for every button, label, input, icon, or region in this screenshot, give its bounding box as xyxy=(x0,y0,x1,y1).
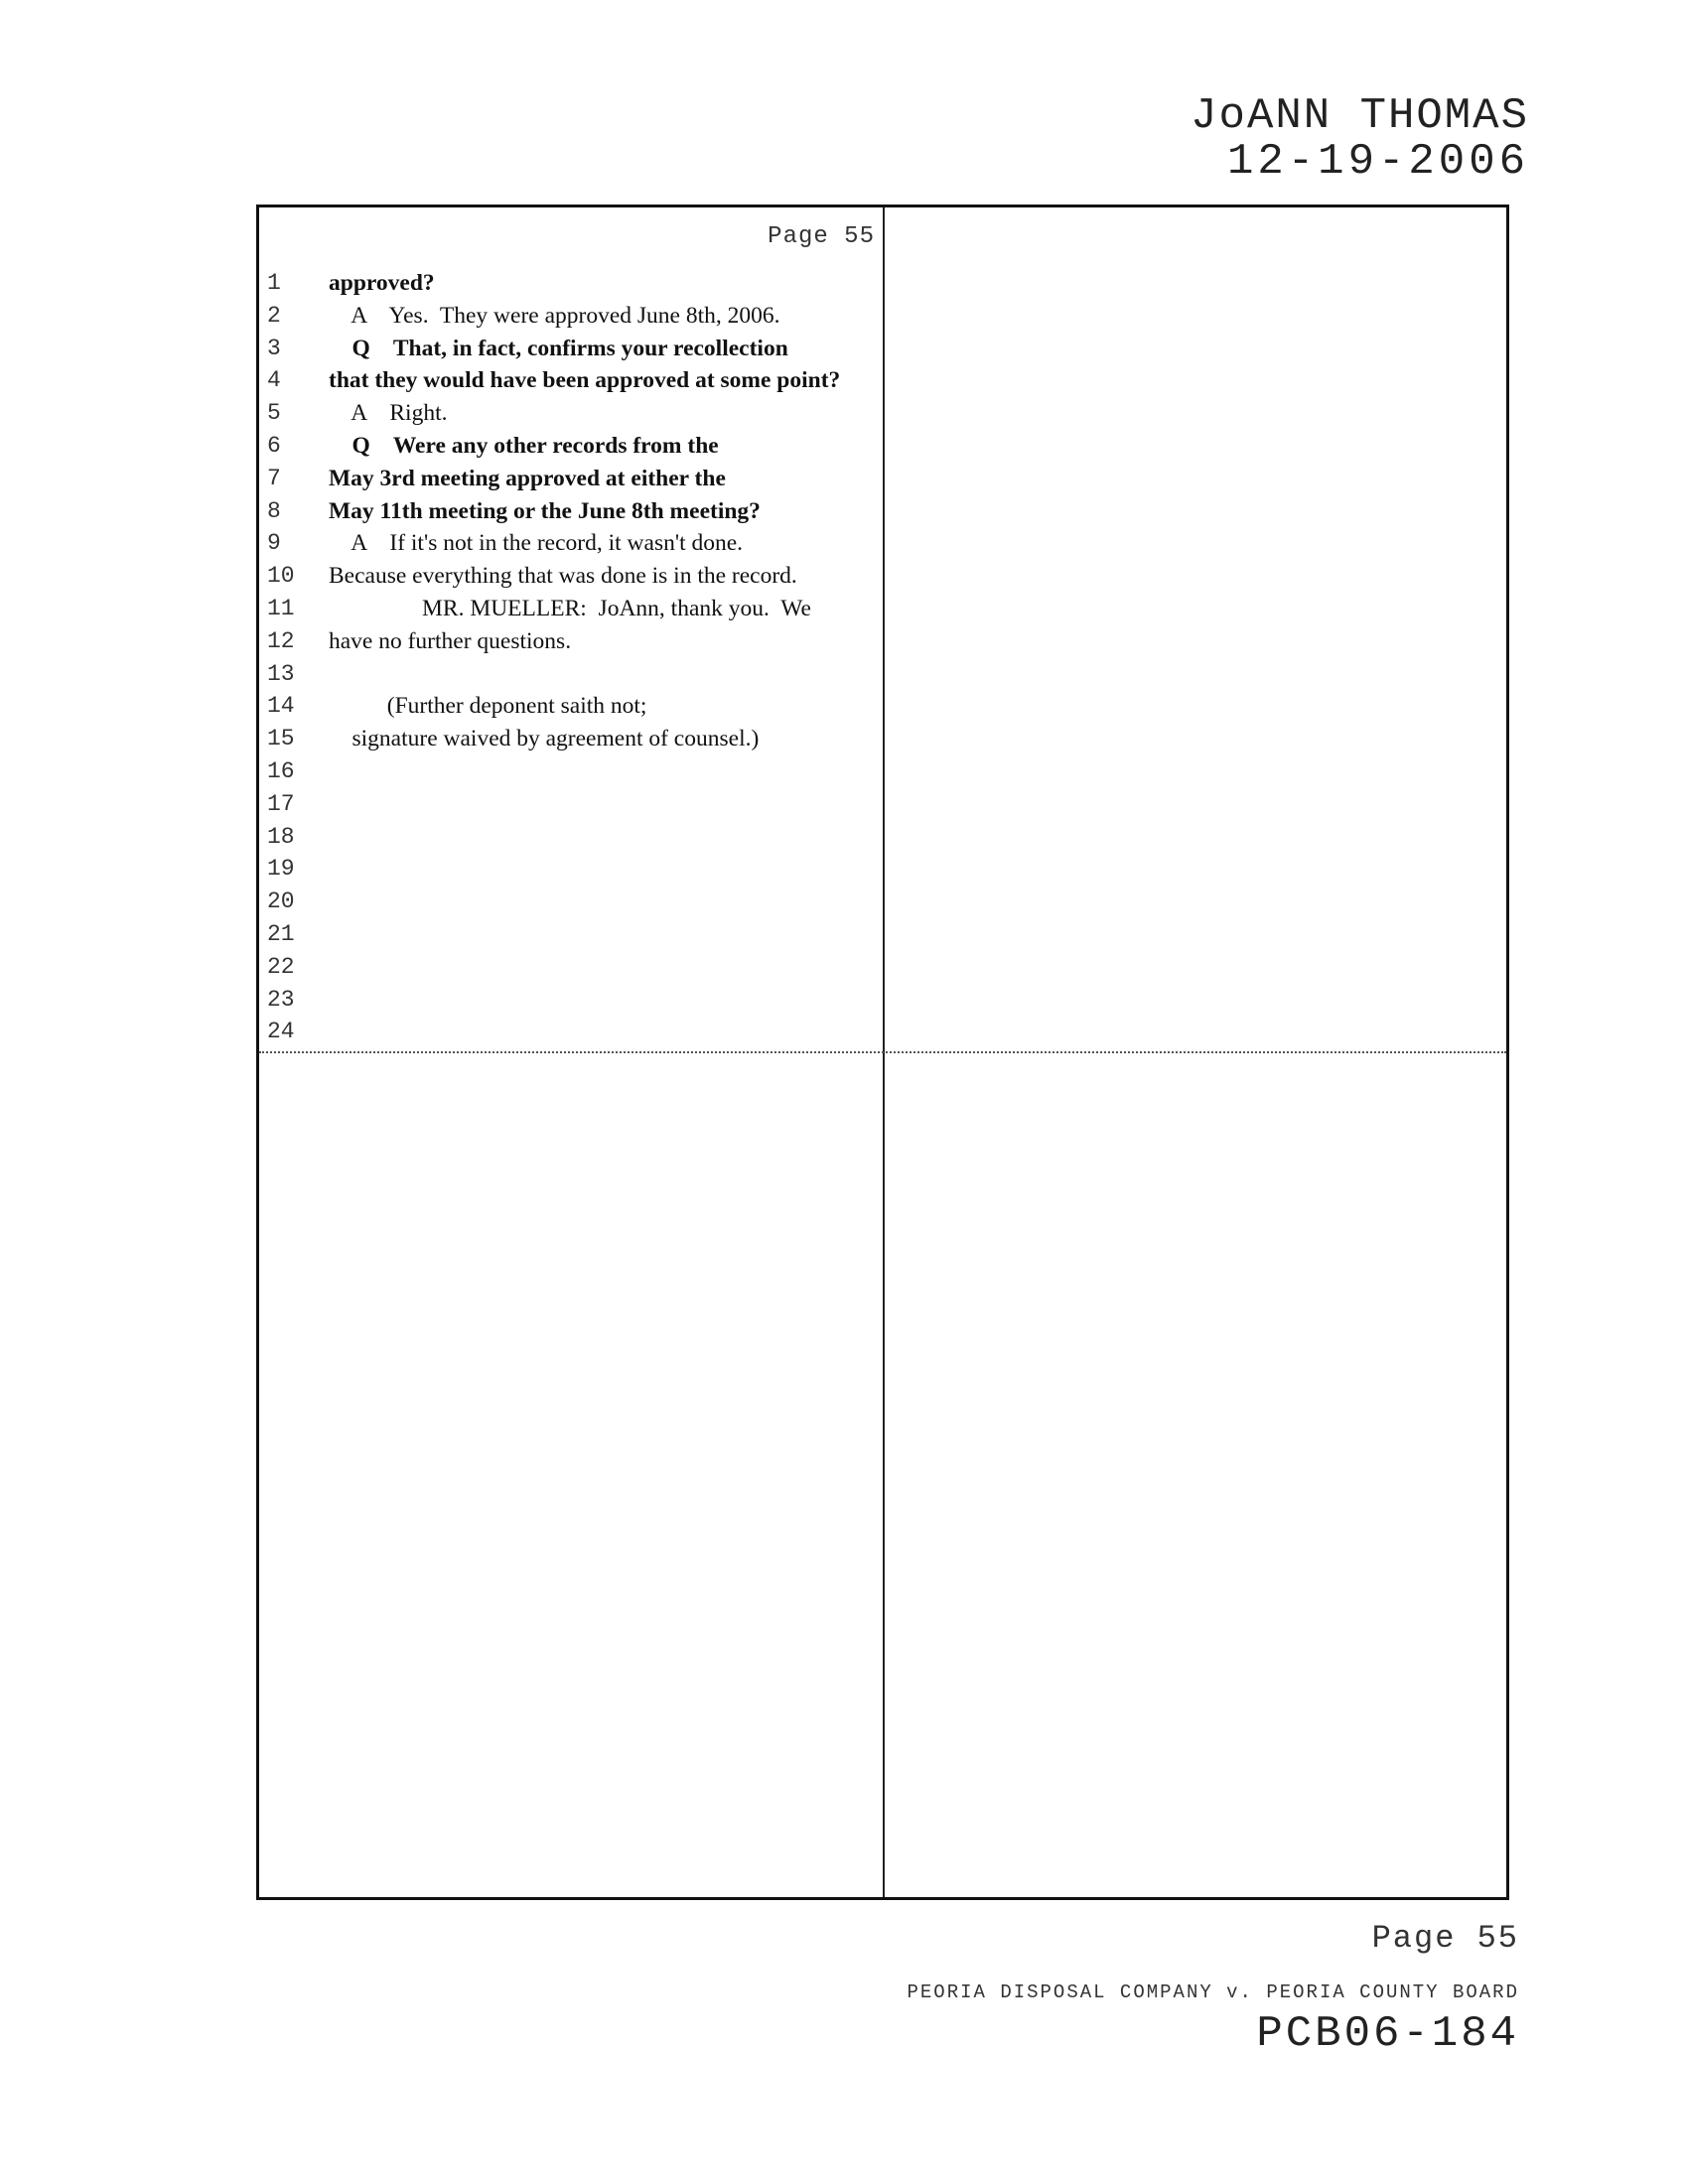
line-number: 10 xyxy=(267,563,295,590)
deposition-date: 12-19-2006 xyxy=(1226,137,1529,187)
line-text: Q Were any other records from the xyxy=(329,432,719,459)
line-text: signature waived by agreement of counsel.) xyxy=(329,726,760,752)
transcript-panel-top-left xyxy=(259,207,883,1051)
line-number: 14 xyxy=(267,693,295,720)
line-text: approved? xyxy=(329,270,435,296)
transcript-line xyxy=(259,364,883,397)
line-text: A Right. xyxy=(329,400,448,427)
line-number: 18 xyxy=(267,823,295,850)
transcript-grid xyxy=(256,205,1509,1900)
transcript-panel-bottom-right xyxy=(885,1053,1506,1897)
transcript-line xyxy=(259,300,883,333)
transcript-line xyxy=(259,853,883,886)
transcript-line xyxy=(259,495,883,528)
footer-case-number: PCB06-184 xyxy=(1256,2009,1519,2059)
line-number: 19 xyxy=(267,856,295,883)
panel-page-label: Page 55 xyxy=(768,223,875,250)
line-number: 24 xyxy=(267,1019,295,1045)
line-number: 22 xyxy=(267,953,295,980)
footer-page-number: Page 55 xyxy=(1371,1920,1519,1957)
transcript-line xyxy=(259,918,883,951)
line-number: 16 xyxy=(267,757,295,784)
transcript-line xyxy=(259,527,883,560)
transcript-line xyxy=(259,788,883,821)
transcript-line xyxy=(259,625,883,658)
transcript-lines xyxy=(259,267,883,1048)
line-text: May 11th meeting or the June 8th meeting? xyxy=(329,497,761,524)
line-text: MR. MUELLER: JoAnn, thank you. We xyxy=(329,595,811,621)
transcript-line xyxy=(259,560,883,593)
transcript-line xyxy=(259,886,883,918)
line-number: 21 xyxy=(267,920,295,947)
line-number: 15 xyxy=(267,726,295,752)
line-number: 11 xyxy=(267,595,295,621)
line-text: A If it's not in the record, it wasn't done. xyxy=(329,530,744,557)
transcript-line xyxy=(259,951,883,984)
line-number: 12 xyxy=(267,627,295,654)
line-number: 5 xyxy=(267,400,281,427)
transcript-panel-bottom-left xyxy=(259,1053,883,1897)
transcript-line xyxy=(259,593,883,625)
transcript-line xyxy=(259,755,883,788)
transcript-line xyxy=(259,430,883,463)
transcript-line xyxy=(259,397,883,430)
transcript-line xyxy=(259,984,883,1017)
line-text: that they would have been approved at some point? xyxy=(329,367,841,394)
line-number: 13 xyxy=(267,660,295,687)
transcript-line xyxy=(259,690,883,723)
transcript-panel-top-right xyxy=(885,207,1506,1051)
witness-name: JoANN THOMAS xyxy=(1191,91,1529,141)
line-number: 7 xyxy=(267,465,281,491)
line-number: 17 xyxy=(267,790,295,817)
line-text: Q That, in fact, confirms your recollection xyxy=(329,335,788,361)
line-number: 3 xyxy=(267,335,281,361)
line-number: 1 xyxy=(267,270,281,296)
line-number: 2 xyxy=(267,302,281,329)
line-number: 9 xyxy=(267,530,281,557)
line-text: May 3rd meeting approved at either the xyxy=(329,465,726,491)
transcript-line xyxy=(259,463,883,495)
transcript-line xyxy=(259,658,883,691)
line-number: 8 xyxy=(267,497,281,524)
transcript-line xyxy=(259,821,883,854)
transcript-line xyxy=(259,267,883,300)
line-text: have no further questions. xyxy=(329,627,572,654)
line-number: 23 xyxy=(267,986,295,1013)
line-number: 6 xyxy=(267,432,281,459)
transcript-line xyxy=(259,1016,883,1048)
transcript-line xyxy=(259,723,883,755)
line-text: Because everything that was done is in the record. xyxy=(329,563,797,590)
line-text: A Yes. They were approved June 8th, 2006. xyxy=(329,302,780,329)
transcript-line xyxy=(259,333,883,365)
line-number: 20 xyxy=(267,888,295,915)
footer-case-title: PEORIA DISPOSAL COMPANY v. PEORIA COUNTY BOARD xyxy=(907,1981,1519,2003)
line-text: (Further deponent saith not; xyxy=(329,693,647,720)
line-number: 4 xyxy=(267,367,281,394)
